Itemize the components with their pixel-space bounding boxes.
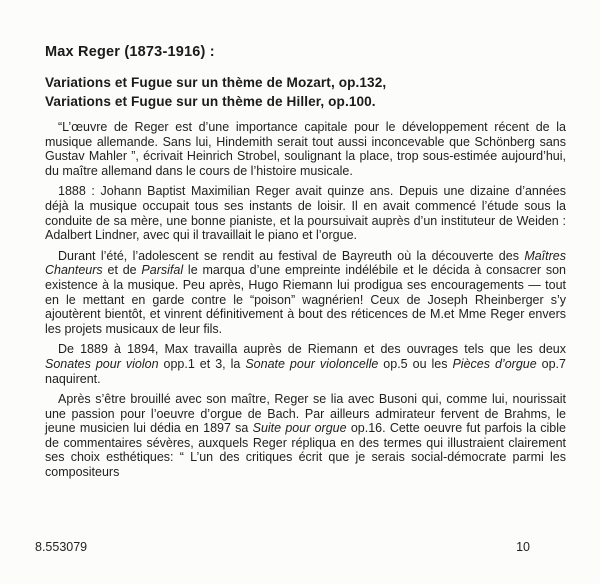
work-title-line-2: Variations et Fugue sur un thème de Hiller, op.100. bbox=[45, 94, 376, 109]
paragraph-4-run-5: op.5 ou les bbox=[378, 356, 453, 371]
paragraph-4-run-1: De 1889 à 1894, Max travailla auprès de Riemann et des ouvrages tels que les deux bbox=[58, 342, 566, 357]
paragraph-2-text: 1888 : Johann Baptist Maximilian Reger avait quinze ans. Depuis une dizaine d’années déjà la musique occupait tous ses instants de loisir. Il en avait commencé l’étude sous la conduite de sa mère, une bonne pianiste, et la poursuivait auprès d’un instituteur de Weiden : Adalbert Lindner, avec qui il travaillait le piano et l’orgue. bbox=[45, 184, 566, 243]
work-mention-pieces-d-orgue: Pièces d’orgue bbox=[452, 356, 537, 371]
paragraph-5-run-3: op.16. Cette oeuvre fut parfois la cible de commentaires sévères, auxquels Reger répliqua en des termes qui illustraient clairement ses choix esthétiques: “ L’un des critiques écrit que je serais social-démocrate parmi les compositeurs bbox=[45, 421, 566, 480]
paragraph-5 bbox=[45, 392, 566, 480]
work-title-line-1: Variations et Fugue sur un thème de Mozart, op.132, bbox=[45, 75, 387, 90]
work-mention-sonates-pour-violon: Sonates pour violon bbox=[45, 356, 159, 371]
paragraph-3-run-1: Durant l’été, l’adolescent se rendit au festival de Bayreuth où la découverte des bbox=[58, 248, 525, 263]
work-mention-suite-pour-orgue: Suite pour orgue bbox=[252, 421, 347, 436]
paragraph-3-run-5: le marqua d’une empreinte indélébile et le décida à consacrer son existence à la musique. Peu après, Hugo Riemann lui prodigua ses encouragements — tout en le mettant en garde contre le “poison” wagnérien! Ceux de Joseph Rheinberger s’y ajoutèrent bientôt, et vinrent définitivement à bout des réticences de M.et Mme Reger envers les projets musicaux de leur fils. bbox=[45, 263, 566, 336]
page-title: Max Reger (1873-1916) : bbox=[45, 44, 215, 60]
paragraph-5-run-1: Après s’être brouillé avec son maître, Reger se lia avec Busoni qui, comme lui, nourissait une passion pour l’oeuvre d’orgue de Bach. Par ailleurs admirateur fervent de Brahms, le jeune musicien lui dédia en 1897 sa bbox=[45, 392, 566, 436]
paragraph-3-run-3: et de bbox=[102, 263, 142, 278]
paragraph-3 bbox=[45, 249, 566, 337]
paragraph-1-text: “L’œuvre de Reger est d’une importance capitale pour le développement récent de la musique allemande. Sans lui, Hindemith serait tout aussi inconcevable que Schönberg sans Gustav Mahler ”, écrivait Heinrich Strobel, soulignant la place, trop sous-estimée aujourd’hui, du maître allemand dans le cours de l’histoire musicale. bbox=[45, 120, 566, 178]
page-number: 10 bbox=[516, 540, 530, 554]
work-title bbox=[45, 73, 566, 111]
work-mention-sonate-pour-violoncelle: Sonate pour violoncelle bbox=[245, 356, 379, 371]
catalog-number: 8.553079 bbox=[35, 540, 88, 554]
body-text bbox=[45, 120, 566, 480]
paragraph-4 bbox=[45, 342, 566, 386]
page-footer bbox=[35, 540, 530, 554]
paragraph-1 bbox=[45, 120, 566, 178]
work-mention-maitres-chanteurs: Maîtres Chanteurs bbox=[45, 248, 566, 278]
paragraph-2 bbox=[45, 184, 566, 242]
paragraph-4-run-3: opp.1 et 3, la bbox=[158, 356, 246, 371]
paragraph-4-run-7: op.7 naquirent. bbox=[45, 356, 566, 386]
work-mention-parsifal: Parsifal bbox=[141, 263, 184, 278]
